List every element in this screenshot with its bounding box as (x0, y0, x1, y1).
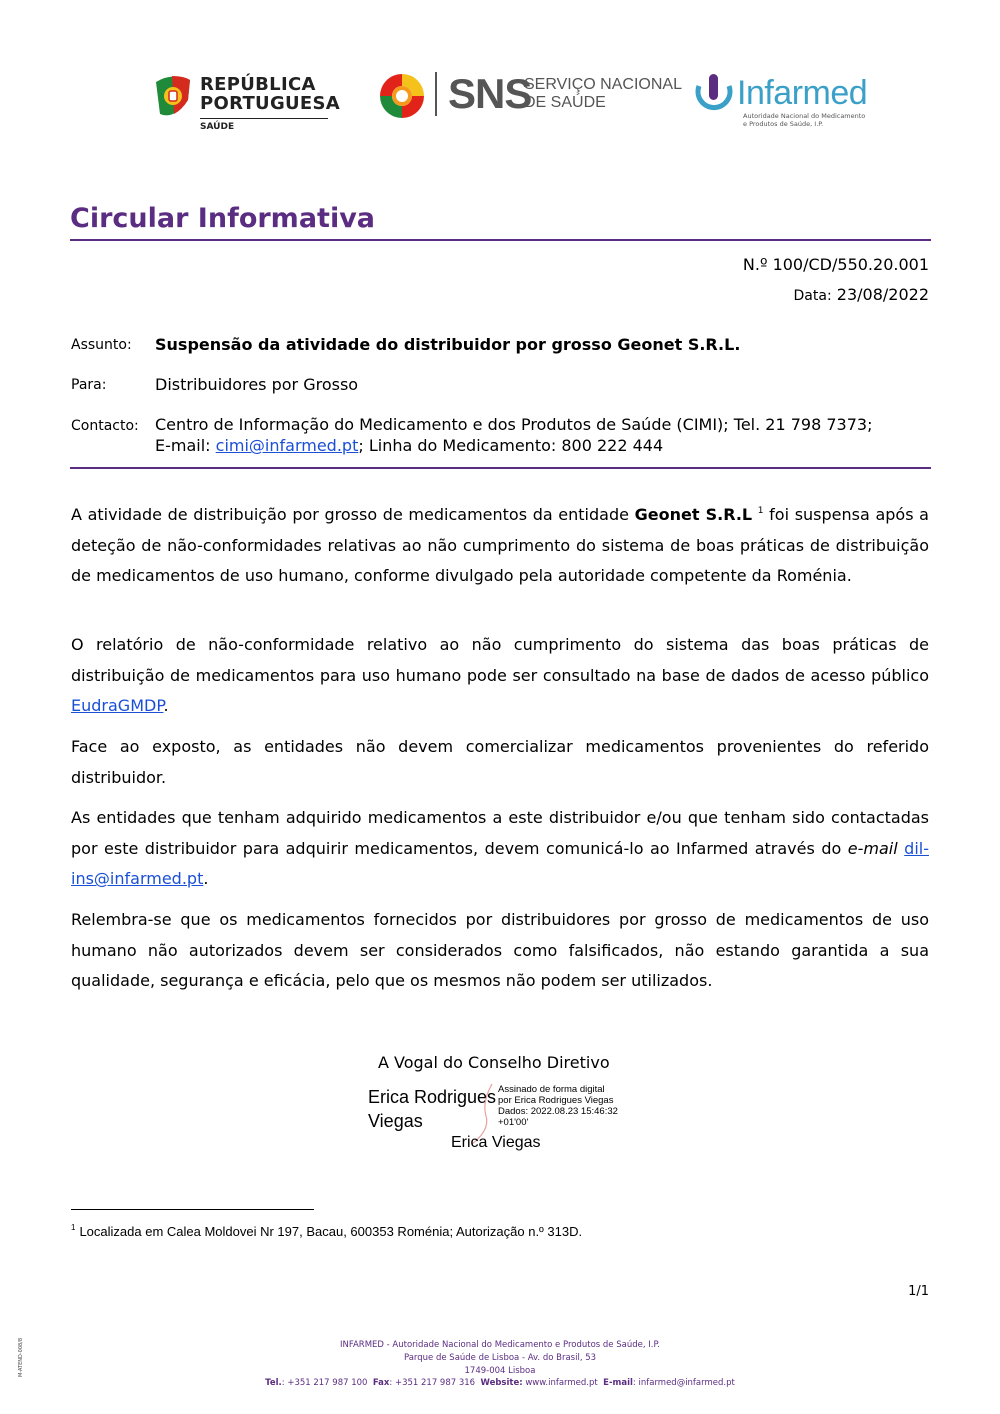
email-italic: e-mail (847, 838, 898, 858)
footer-line3: 1749-004 Lisboa (464, 1366, 536, 1376)
saude-text: SAÚDE (200, 122, 235, 132)
website-value: www.infarmed.pt (522, 1378, 598, 1388)
meta-rule (70, 467, 931, 469)
digital-sig-line1: Assinado de forma digital (498, 1084, 605, 1095)
signature-title: A Vogal do Conselho Diretivo (378, 1053, 610, 1072)
p4-end: . (203, 869, 209, 888)
footnote-ref: 1 (757, 506, 764, 516)
infarmed-mark-icon (693, 72, 735, 116)
paragraph-1 (71, 496, 929, 592)
email-footer-value: : infarmed@infarmed.pt (632, 1378, 735, 1388)
email-footer-label: E-mail (603, 1378, 633, 1388)
reference-number: N.º 100/CD/550.20.001 (742, 255, 929, 274)
assunto-text: Suspensão da atividade do distribuidor por grosso Geonet S.R.L. (155, 335, 741, 354)
page-number: 1/1 (908, 1284, 929, 1299)
tel-label: Tel. (265, 1378, 282, 1388)
assunto-value (155, 335, 740, 354)
website-label: Website: (480, 1378, 523, 1388)
footer-line1: INFARMED - Autoridade Nacional do Medicamento e Produtos de Saúde, I.P. (340, 1340, 660, 1350)
contacto-line1: Centro de Informação do Medicamento e dos Produtos de Saúde (CIMI); Tel. 21 798 7373; (155, 415, 873, 434)
footer-line2: Parque de Saúde de Lisboa - Av. do Brasil, 53 (403, 1353, 597, 1363)
sns-acronym: SNS (448, 70, 532, 117)
infarmed-sub2: e Produtos de Saúde, I.P. (743, 120, 824, 128)
para-label: Para: (71, 377, 107, 393)
portuguesa-text: PORTUGUESA (200, 93, 341, 114)
dil-ins-email-link[interactable]: dil-ins@infarmed.pt (71, 838, 929, 888)
footnote-text: Localizada em Calea Moldovei Nr 197, Bacau, 600353 Roménia; Autorização n.º 313D. (79, 1224, 583, 1239)
signature-plain-name: Erica Viegas (451, 1134, 541, 1151)
para-value: Distribuidores por Grosso (155, 375, 359, 394)
paragraph-5: Relembra-se que os medicamentos fornecidos por distribuidores por grosso de medicamentos de uso humano não autorizados devem ser considerados como falsificados, não estando garantida a sua qualidade, segurança e eficácia, pelo que os mesmos não podem ser utilizados. (71, 910, 929, 990)
paragraph-2 (71, 630, 929, 722)
infarmed-sub1: Autoridade Nacional do Medicamento (743, 112, 866, 120)
paragraph-4 (71, 803, 929, 895)
fax-label: Fax (372, 1378, 390, 1388)
digital-sig-line4: +01'00' (498, 1117, 529, 1128)
infarmed-wordmark: Infarmed (737, 74, 868, 112)
entity-name: Geonet S.R.L (634, 505, 753, 524)
portugal-emblem-icon (152, 74, 194, 120)
footnote-rule (71, 1209, 314, 1210)
p1-text-end: foi suspensa após a deteção de não-conformidades relativas ao não cumprimento do sistema de boas práticas de distribuição de medicamentos de uso humano, conforme divulgado pela autoridade competente da Roménia. (71, 505, 929, 585)
sns-divider (435, 72, 437, 116)
p1-text-start: A atividade de distribuição por grosso de medicamentos da entidade (71, 505, 629, 524)
eudragmdp-link[interactable]: EudraGMDP (71, 696, 164, 715)
form-code: M-ATEND-008/8 (18, 1337, 24, 1377)
date-value: 23/08/2022 (836, 285, 929, 304)
title-rule (70, 239, 931, 241)
sns-name-line1: SERVIÇO NACIONAL (524, 76, 682, 93)
infarmed-logo (693, 72, 873, 136)
contacto-line2 (155, 436, 663, 455)
page-title: Circular Informativa (70, 203, 376, 234)
date-label: Data: (793, 288, 832, 304)
signature-name-line2: Viegas (368, 1111, 423, 1131)
p2-end: . (163, 696, 169, 715)
sns-mark-icon (378, 72, 426, 118)
footnote (71, 1223, 582, 1239)
digital-signature-info (498, 1084, 618, 1128)
signature-name-line1: Erica Rodrigues (368, 1087, 497, 1107)
footnote-number: 1 (71, 1223, 76, 1232)
republica-text: REPÚBLICA (200, 74, 316, 95)
sns-logo (378, 70, 682, 120)
fax-value: : +351 217 987 316 (389, 1378, 476, 1388)
p4-text: As entidades que tenham adquirido medicamentos a este distribuidor e/ou que tenham sido contactadas por este distribuidor para adquirir medicamentos, devem comunicá-lo ao Infarmed através do (71, 808, 929, 858)
p2-text: O relatório de não-conformidade relativo ao não cumprimento do sistema das boas práticas de distribuição de medicamentos para uso humano pode ser consultado na base de dados de acesso público (71, 635, 929, 685)
paragraph-3: Face ao exposto, as entidades não devem comercializar medicamentos provenientes do referido distribuidor. (71, 737, 929, 787)
document-date (794, 285, 929, 304)
email-label: E-mail: (155, 436, 211, 455)
logo-divider (200, 118, 328, 119)
tel-value: : +351 217 987 100 (281, 1378, 368, 1388)
footer-contacts (0, 1378, 1000, 1388)
contacto-rest: ; Linha do Medicamento: 800 222 444 (358, 436, 664, 455)
digital-sig-line3: Dados: 2022.08.23 15:46:32 (498, 1106, 618, 1117)
contacto-label: Contacto: (71, 418, 139, 434)
republica-portuguesa-logo (152, 72, 341, 134)
sns-name-line2: DE SAÚDE (524, 94, 606, 111)
digital-sig-line2: por Erica Rodrigues Viegas (498, 1095, 614, 1106)
assunto-label: Assunto: (71, 337, 132, 353)
cimi-email-link[interactable]: cimi@infarmed.pt (215, 436, 359, 455)
